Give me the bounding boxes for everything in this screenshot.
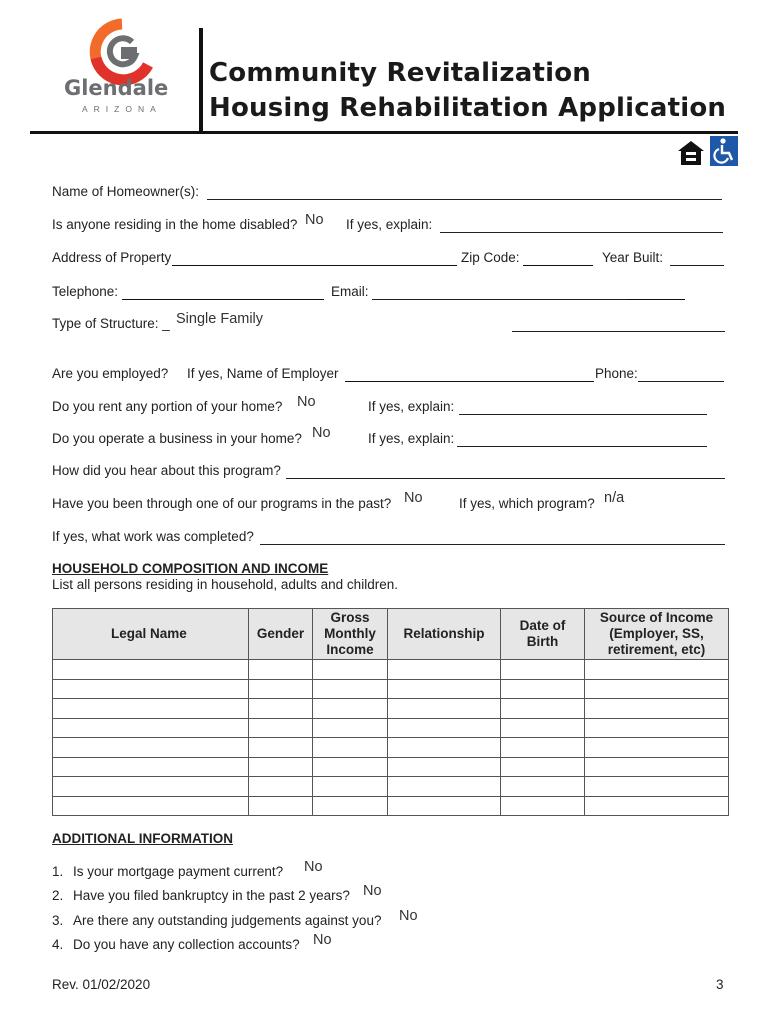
- table-cell[interactable]: [388, 777, 501, 797]
- question-4-number: 4.: [52, 937, 64, 952]
- table-cell[interactable]: [313, 757, 388, 777]
- table-cell[interactable]: [501, 699, 585, 719]
- col-gender: Gender: [249, 609, 313, 660]
- table-row: [53, 738, 729, 758]
- disabled-explain-field[interactable]: [440, 232, 723, 233]
- table-row: [53, 718, 729, 738]
- table-cell[interactable]: [313, 796, 388, 816]
- table-cell[interactable]: [313, 718, 388, 738]
- table-row: [53, 660, 729, 680]
- col-legal-name: Legal Name: [53, 609, 249, 660]
- employer-phone-field[interactable]: [638, 381, 724, 382]
- business-answer[interactable]: No: [312, 425, 331, 441]
- table-cell[interactable]: [53, 679, 249, 699]
- page-title-line-1: Community Revitalization: [209, 58, 591, 88]
- rent-label: Do you rent any portion of your home?: [52, 399, 283, 414]
- table-cell[interactable]: [249, 738, 313, 758]
- disabled-explain-label: If yes, explain:: [346, 217, 433, 232]
- household-heading: HOUSEHOLD COMPOSITION AND INCOME: [52, 561, 329, 576]
- structure-extra-field[interactable]: [512, 331, 725, 332]
- table-cell[interactable]: [249, 699, 313, 719]
- table-cell[interactable]: [249, 796, 313, 816]
- address-field[interactable]: [172, 265, 457, 266]
- header-divider-vertical: [199, 28, 203, 134]
- structure-answer[interactable]: Single Family: [176, 311, 264, 327]
- hear-field[interactable]: [286, 478, 725, 479]
- col-source-line-1: Source of Income: [599, 610, 714, 625]
- disabled-answer[interactable]: No: [305, 212, 324, 228]
- additional-heading: ADDITIONAL INFORMATION: [52, 831, 233, 846]
- email-label: Email:: [331, 284, 369, 299]
- table-row: [53, 679, 729, 699]
- page-title-line-2: Housing Rehabilitation Application: [209, 93, 727, 123]
- table-cell[interactable]: [388, 796, 501, 816]
- equal-housing-opportunity-icon: [677, 139, 705, 167]
- glendale-logo: [62, 18, 182, 118]
- revision-date: Rev. 01/02/2020: [52, 977, 151, 992]
- table-cell[interactable]: [585, 660, 729, 680]
- employer-field[interactable]: [345, 381, 594, 382]
- page-number: 3: [716, 977, 724, 992]
- disabled-label: Is anyone residing in the home disabled?: [52, 217, 298, 232]
- table-cell[interactable]: [501, 718, 585, 738]
- wheelchair-accessibility-icon: [710, 136, 738, 166]
- col-relationship: Relationship: [388, 609, 501, 660]
- col-gross-monthly-income: [313, 609, 388, 660]
- household-table: [52, 608, 729, 816]
- work-field[interactable]: [260, 544, 725, 545]
- table-cell[interactable]: [388, 699, 501, 719]
- table-cell[interactable]: [585, 679, 729, 699]
- zip-field[interactable]: [523, 265, 593, 266]
- table-cell[interactable]: [585, 738, 729, 758]
- header-divider-horizontal: [30, 131, 738, 134]
- table-cell[interactable]: [313, 699, 388, 719]
- employer-label: If yes, Name of Employer: [187, 366, 339, 381]
- table-cell[interactable]: [388, 757, 501, 777]
- table-cell[interactable]: [313, 738, 388, 758]
- household-subheading: List all persons residing in household, adults and children.: [52, 577, 398, 592]
- table-cell[interactable]: [388, 679, 501, 699]
- business-explain-label: If yes, explain:: [368, 431, 455, 446]
- col-dob-line-2: Birth: [526, 634, 559, 649]
- zip-label: Zip Code:: [461, 250, 520, 265]
- employed-label: Are you employed?: [52, 366, 169, 381]
- col-dob-line-1: Date of: [519, 618, 566, 633]
- table-row: [53, 777, 729, 797]
- business-label: Do you operate a business in your home?: [52, 431, 302, 446]
- table-cell[interactable]: [501, 679, 585, 699]
- table-row: [53, 757, 729, 777]
- table-cell[interactable]: [53, 777, 249, 797]
- question-3-answer[interactable]: No: [399, 908, 418, 924]
- col-source-line-2: (Employer, SS,: [609, 626, 704, 641]
- table-row: [53, 699, 729, 719]
- structure-label: Type of Structure: _: [52, 316, 170, 331]
- hear-label: How did you hear about this program?: [52, 463, 281, 478]
- email-field-extension: [627, 299, 685, 300]
- question-2-number: 2.: [52, 888, 64, 903]
- table-cell[interactable]: [249, 757, 313, 777]
- table-cell[interactable]: [313, 660, 388, 680]
- table-cell[interactable]: [249, 660, 313, 680]
- telephone-label: Telephone:: [52, 284, 119, 299]
- table-cell[interactable]: [53, 699, 249, 719]
- question-3-number: 3.: [52, 913, 64, 928]
- email-field[interactable]: [372, 299, 627, 300]
- col-source-line-3: retirement, etc): [607, 642, 706, 657]
- table-cell[interactable]: [249, 679, 313, 699]
- table-cell[interactable]: [249, 777, 313, 797]
- telephone-field[interactable]: [122, 299, 324, 300]
- table-cell[interactable]: [501, 796, 585, 816]
- table-row: [53, 796, 729, 816]
- address-label: Address of Property: [52, 250, 172, 265]
- homeowner-field[interactable]: [207, 199, 722, 200]
- table-cell[interactable]: [53, 796, 249, 816]
- col-income-line-1: Gross: [330, 610, 370, 625]
- question-1-number: 1.: [52, 864, 64, 879]
- year-built-label: Year Built:: [602, 250, 664, 265]
- table-cell[interactable]: [53, 757, 249, 777]
- programs-label: Have you been through one of our programs in the past?: [52, 496, 392, 511]
- question-4-text: Do you have any collection accounts?: [73, 937, 300, 952]
- rent-answer[interactable]: No: [297, 394, 316, 410]
- table-cell[interactable]: [313, 679, 388, 699]
- logo-wordmark: Glendale: [64, 76, 169, 100]
- logo-state: ARIZONA: [82, 104, 162, 114]
- table-cell[interactable]: [388, 738, 501, 758]
- business-explain-field[interactable]: [457, 446, 707, 447]
- question-2-answer[interactable]: No: [363, 883, 382, 899]
- table-cell[interactable]: [585, 699, 729, 719]
- programs-answer[interactable]: No: [404, 490, 423, 506]
- work-label: If yes, what work was completed?: [52, 529, 254, 544]
- question-1-answer[interactable]: No: [304, 859, 323, 875]
- homeowner-label: Name of Homeowner(s):: [52, 184, 200, 199]
- table-cell[interactable]: [585, 796, 729, 816]
- question-4-answer[interactable]: No: [313, 932, 332, 948]
- col-source-of-income: [585, 609, 729, 660]
- col-date-of-birth: [501, 609, 585, 660]
- table-cell[interactable]: [53, 660, 249, 680]
- table-cell[interactable]: [501, 757, 585, 777]
- table-cell[interactable]: [313, 777, 388, 797]
- question-2-text: Have you filed bankruptcy in the past 2 years?: [73, 888, 350, 903]
- which-program-label: If yes, which program?: [459, 496, 595, 511]
- which-program-answer[interactable]: n/a: [604, 490, 625, 506]
- col-income-line-2: Monthly: [324, 626, 376, 641]
- table-cell[interactable]: [53, 718, 249, 738]
- rent-explain-field[interactable]: [459, 414, 707, 415]
- question-3-text: Are there any outstanding judgements against you?: [73, 913, 382, 928]
- table-cell[interactable]: [53, 738, 249, 758]
- table-cell[interactable]: [585, 757, 729, 777]
- table-cell[interactable]: [388, 660, 501, 680]
- table-cell[interactable]: [501, 777, 585, 797]
- table-cell[interactable]: [388, 718, 501, 738]
- year-built-field[interactable]: [670, 265, 724, 266]
- table-cell[interactable]: [501, 738, 585, 758]
- employer-phone-label: Phone:: [595, 366, 638, 381]
- table-cell[interactable]: [249, 718, 313, 738]
- table-cell[interactable]: [585, 777, 729, 797]
- rent-explain-label: If yes, explain:: [368, 399, 455, 414]
- table-cell[interactable]: [585, 718, 729, 738]
- col-income-line-3: Income: [326, 642, 374, 657]
- household-header-row: [53, 609, 729, 660]
- question-1-text: Is your mortgage payment current?: [73, 864, 284, 879]
- table-cell[interactable]: [501, 660, 585, 680]
